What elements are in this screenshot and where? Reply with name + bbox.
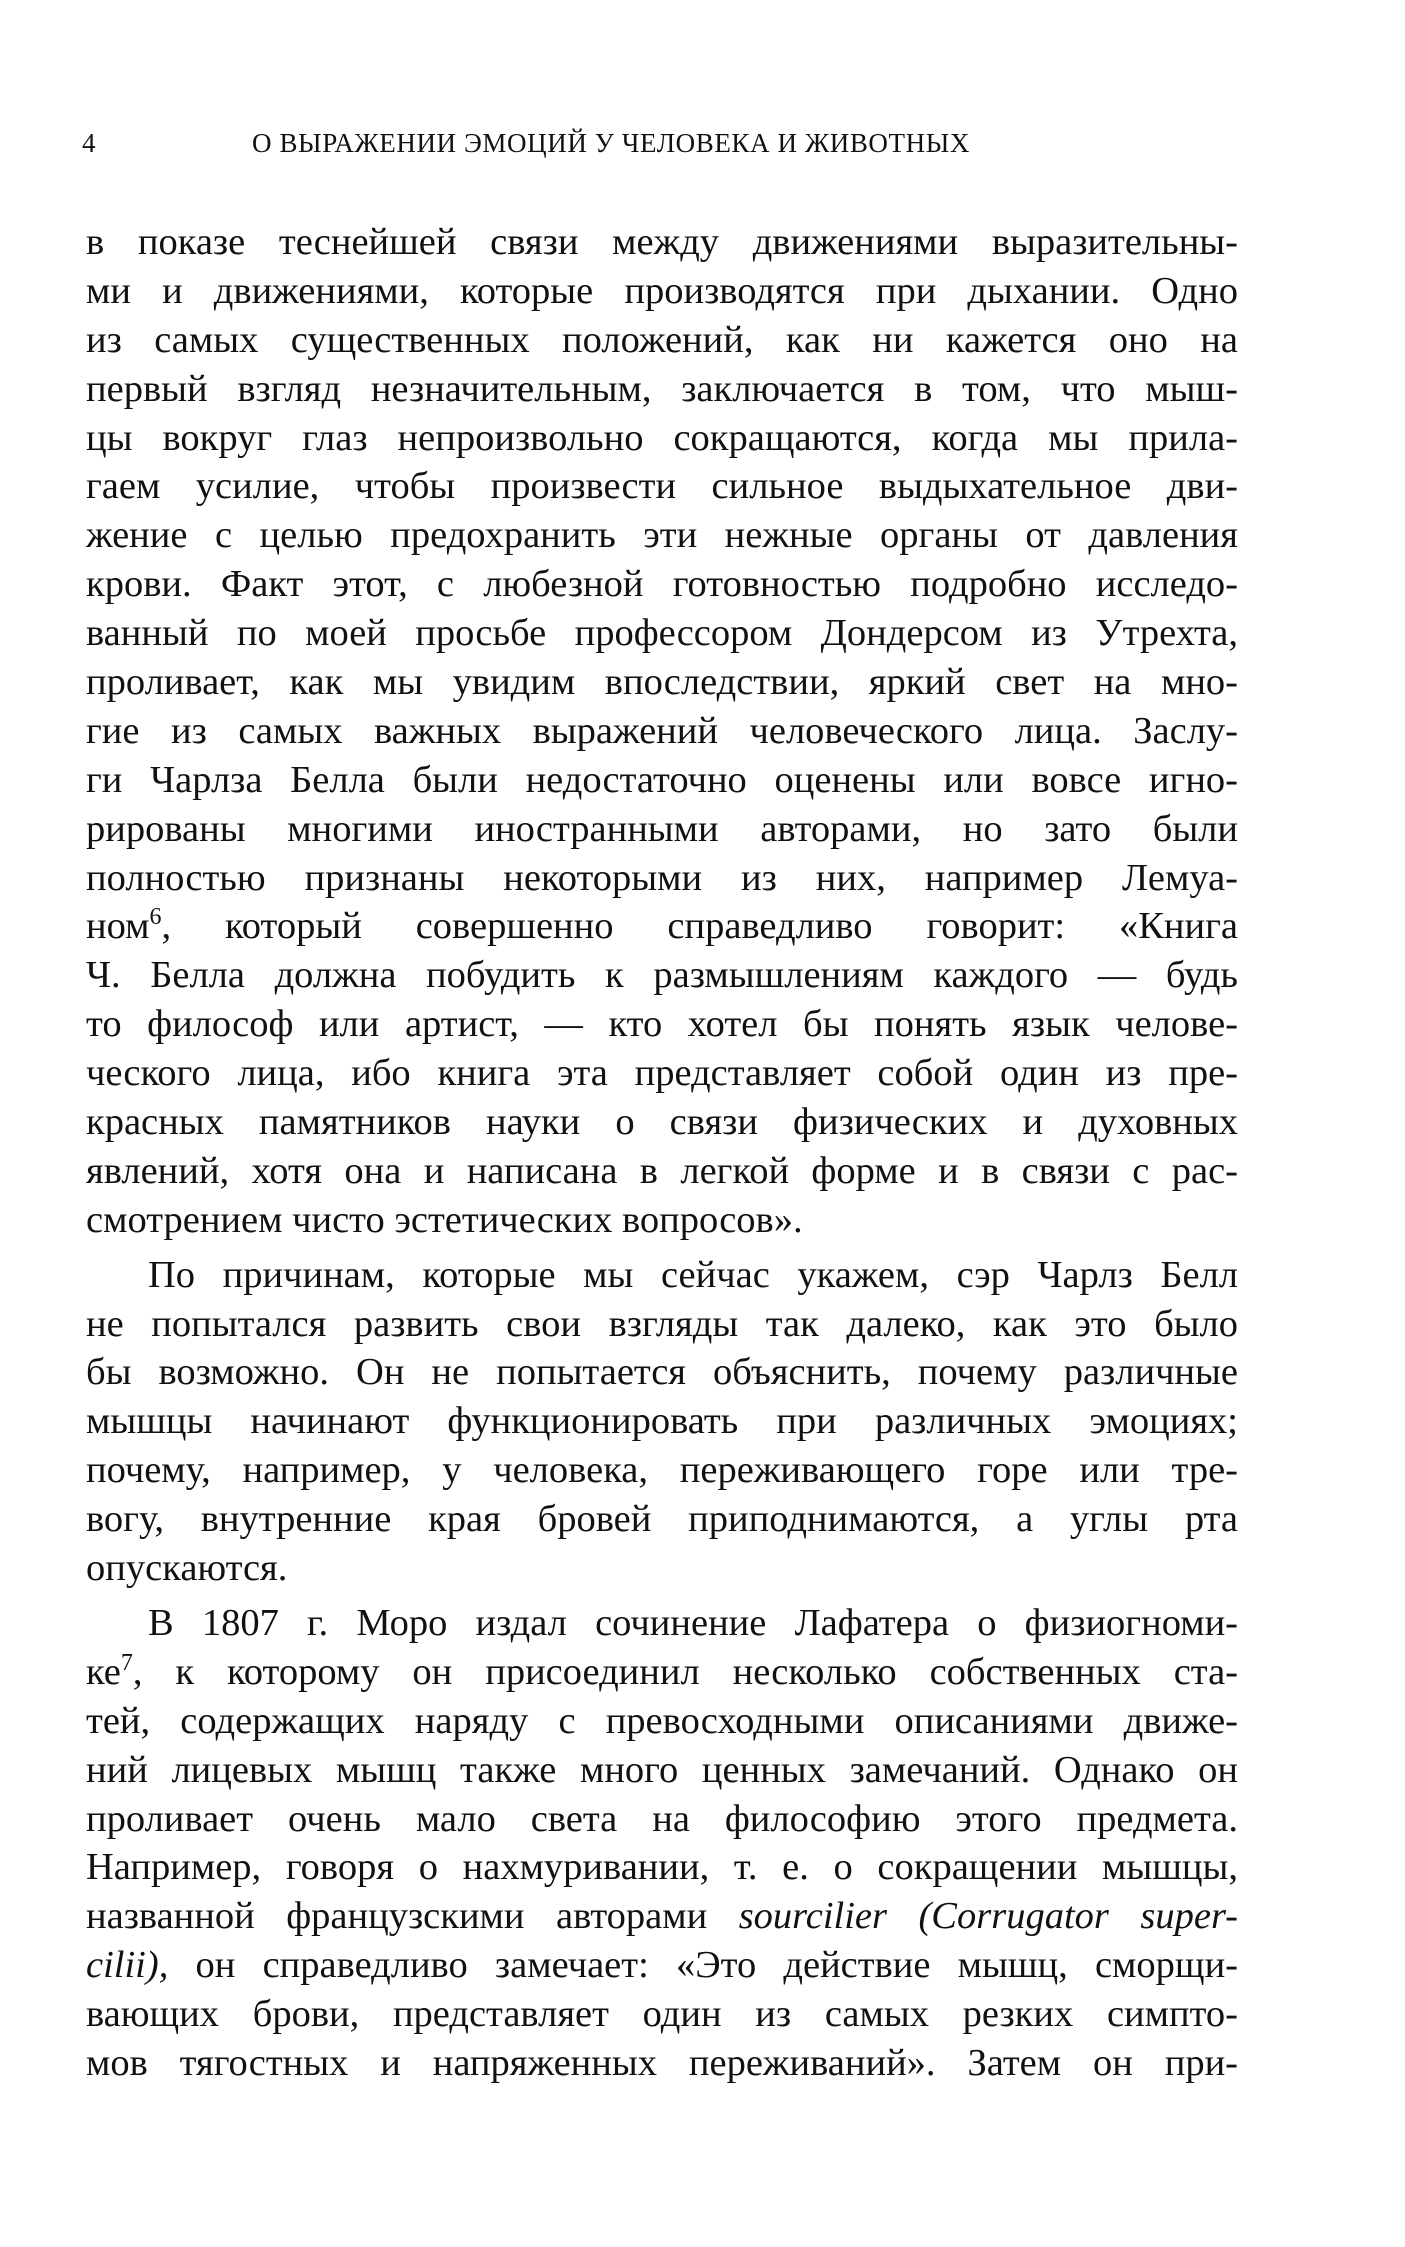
body-text [86,218,1238,2088]
text-line: красных памятников науки о связи физических и духовных [86,1101,1238,1144]
text-line [86,1648,1238,1697]
text-line: опускаются. [86,1547,288,1590]
text-line: Ч. Белла должна побудить к размышлениям каждого — будь [86,954,1238,997]
text-line: почему, например, у человека, переживающего горе или тре- [86,1449,1238,1492]
text-line: жение с целью предохранить эти нежные органы от давления [86,514,1238,557]
text-line: Например, говоря о нахмуривании, т. е. о сокращении мышцы, [86,1846,1238,1889]
paragraph-1 [86,218,1238,1245]
text-line [86,1892,1238,1941]
text-fragment: названной французскими авторами [86,1895,739,1938]
text-line: не попытался развить свои взгляды так далеко, как это было [86,1302,1238,1345]
text-line: По причинам, которые мы сейчас укажем, сэр Чарлз Белл [148,1253,1238,1296]
footnote-ref-7: 7 [120,1649,133,1676]
text-line: проливает очень мало света на философию этого предмета. [86,1797,1238,1840]
text-line: ги Чарлза Белла были недостаточно оценены или вовсе игно- [86,758,1238,801]
text-line: цы вокруг глаз непроизвольно сокращаются, когда мы прила- [86,416,1238,459]
text-line: мов тягостных и напряженных переживаний». Затем он при- [86,2041,1238,2084]
text-line: тей, содержащих наряду с превосходными описаниями движе- [86,1699,1238,1742]
text-line: в показе теснейшей связи между движениями выразительны- [86,221,1238,263]
text-fragment: , к которому он присоединил несколько собственных ста- [132,1650,1238,1693]
text-line: ческого лица, ибо книга эта представляет собой один из пре- [86,1052,1238,1095]
running-head [82,128,1242,168]
page-number: 4 [82,128,96,158]
text-line: В 1807 г. Моро издал сочинение Лафатера о физиогноми- [148,1601,1238,1644]
text-fragment: ке [86,1650,121,1693]
text-line: крови. Факт этот, с любезной готовностью подробно исследо- [86,563,1238,606]
text-line: проливает, как мы увидим впоследствии, яркий свет на мно- [86,661,1238,704]
text-line: явлений, хотя она и написана в легкой форме и в связи с рас- [86,1149,1238,1192]
paragraph-3 [86,1599,1238,2088]
text-fragment: ном [86,905,150,948]
text-line: мышцы начинают функционировать при различных эмоциях; [86,1400,1238,1443]
text-line: полностью признаны некоторыми из них, например Лемуа- [86,856,1238,899]
text-line: гие из самых важных выражений человеческого лица. Заслу- [86,709,1238,752]
text-line: из самых существенных положений, как ни кажется оно на [86,318,1238,361]
text-line: ванный по моей просьбе профессором Дондерсом из Утрехта, [86,612,1238,655]
text-line: то философ или артист, — кто хотел бы понять язык челове- [86,1003,1238,1046]
text-line: ми и движениями, которые производятся при дыхании. Одно [86,269,1238,312]
text-line: гаем усилие, чтобы произвести сильное выдыхательное дви- [86,465,1238,508]
text-line: смотрением чисто эстетических вопросов». [86,1198,803,1241]
text-line [86,902,1238,951]
footnote-ref-6: 6 [149,904,162,931]
text-line: первый взгляд незначительным, заключается в том, что мыш- [86,367,1238,410]
text-line: рированы многими иностранными авторами, но зато были [86,807,1238,850]
text-line [86,1941,1238,1990]
text-line: ний лицевых мышц также много ценных замечаний. Однако он [86,1748,1238,1791]
text-line: вогу, внутренние края бровей приподнимаются, а углы рта [86,1498,1238,1541]
text-line: вающих брови, представляет один из самых резких симпто- [86,1993,1238,2036]
text-fragment: он справедливо замечает: «Это действие мышц, сморщи- [168,1944,1238,1987]
text-fragment: , который совершенно справедливо говорит: «Книга [161,905,1238,948]
running-title: О ВЫРАЖЕНИИ ЭМОЦИЙ У ЧЕЛОВЕКА И ЖИВОТНЫХ [252,128,970,158]
latin-term: sourcilier (Corrugator super- [738,1895,1238,1938]
latin-term: cilii), [86,1944,169,1987]
paragraph-2 [86,1251,1238,1593]
text-line: бы возможно. Он не попытается объяснить, почему различные [86,1351,1238,1394]
